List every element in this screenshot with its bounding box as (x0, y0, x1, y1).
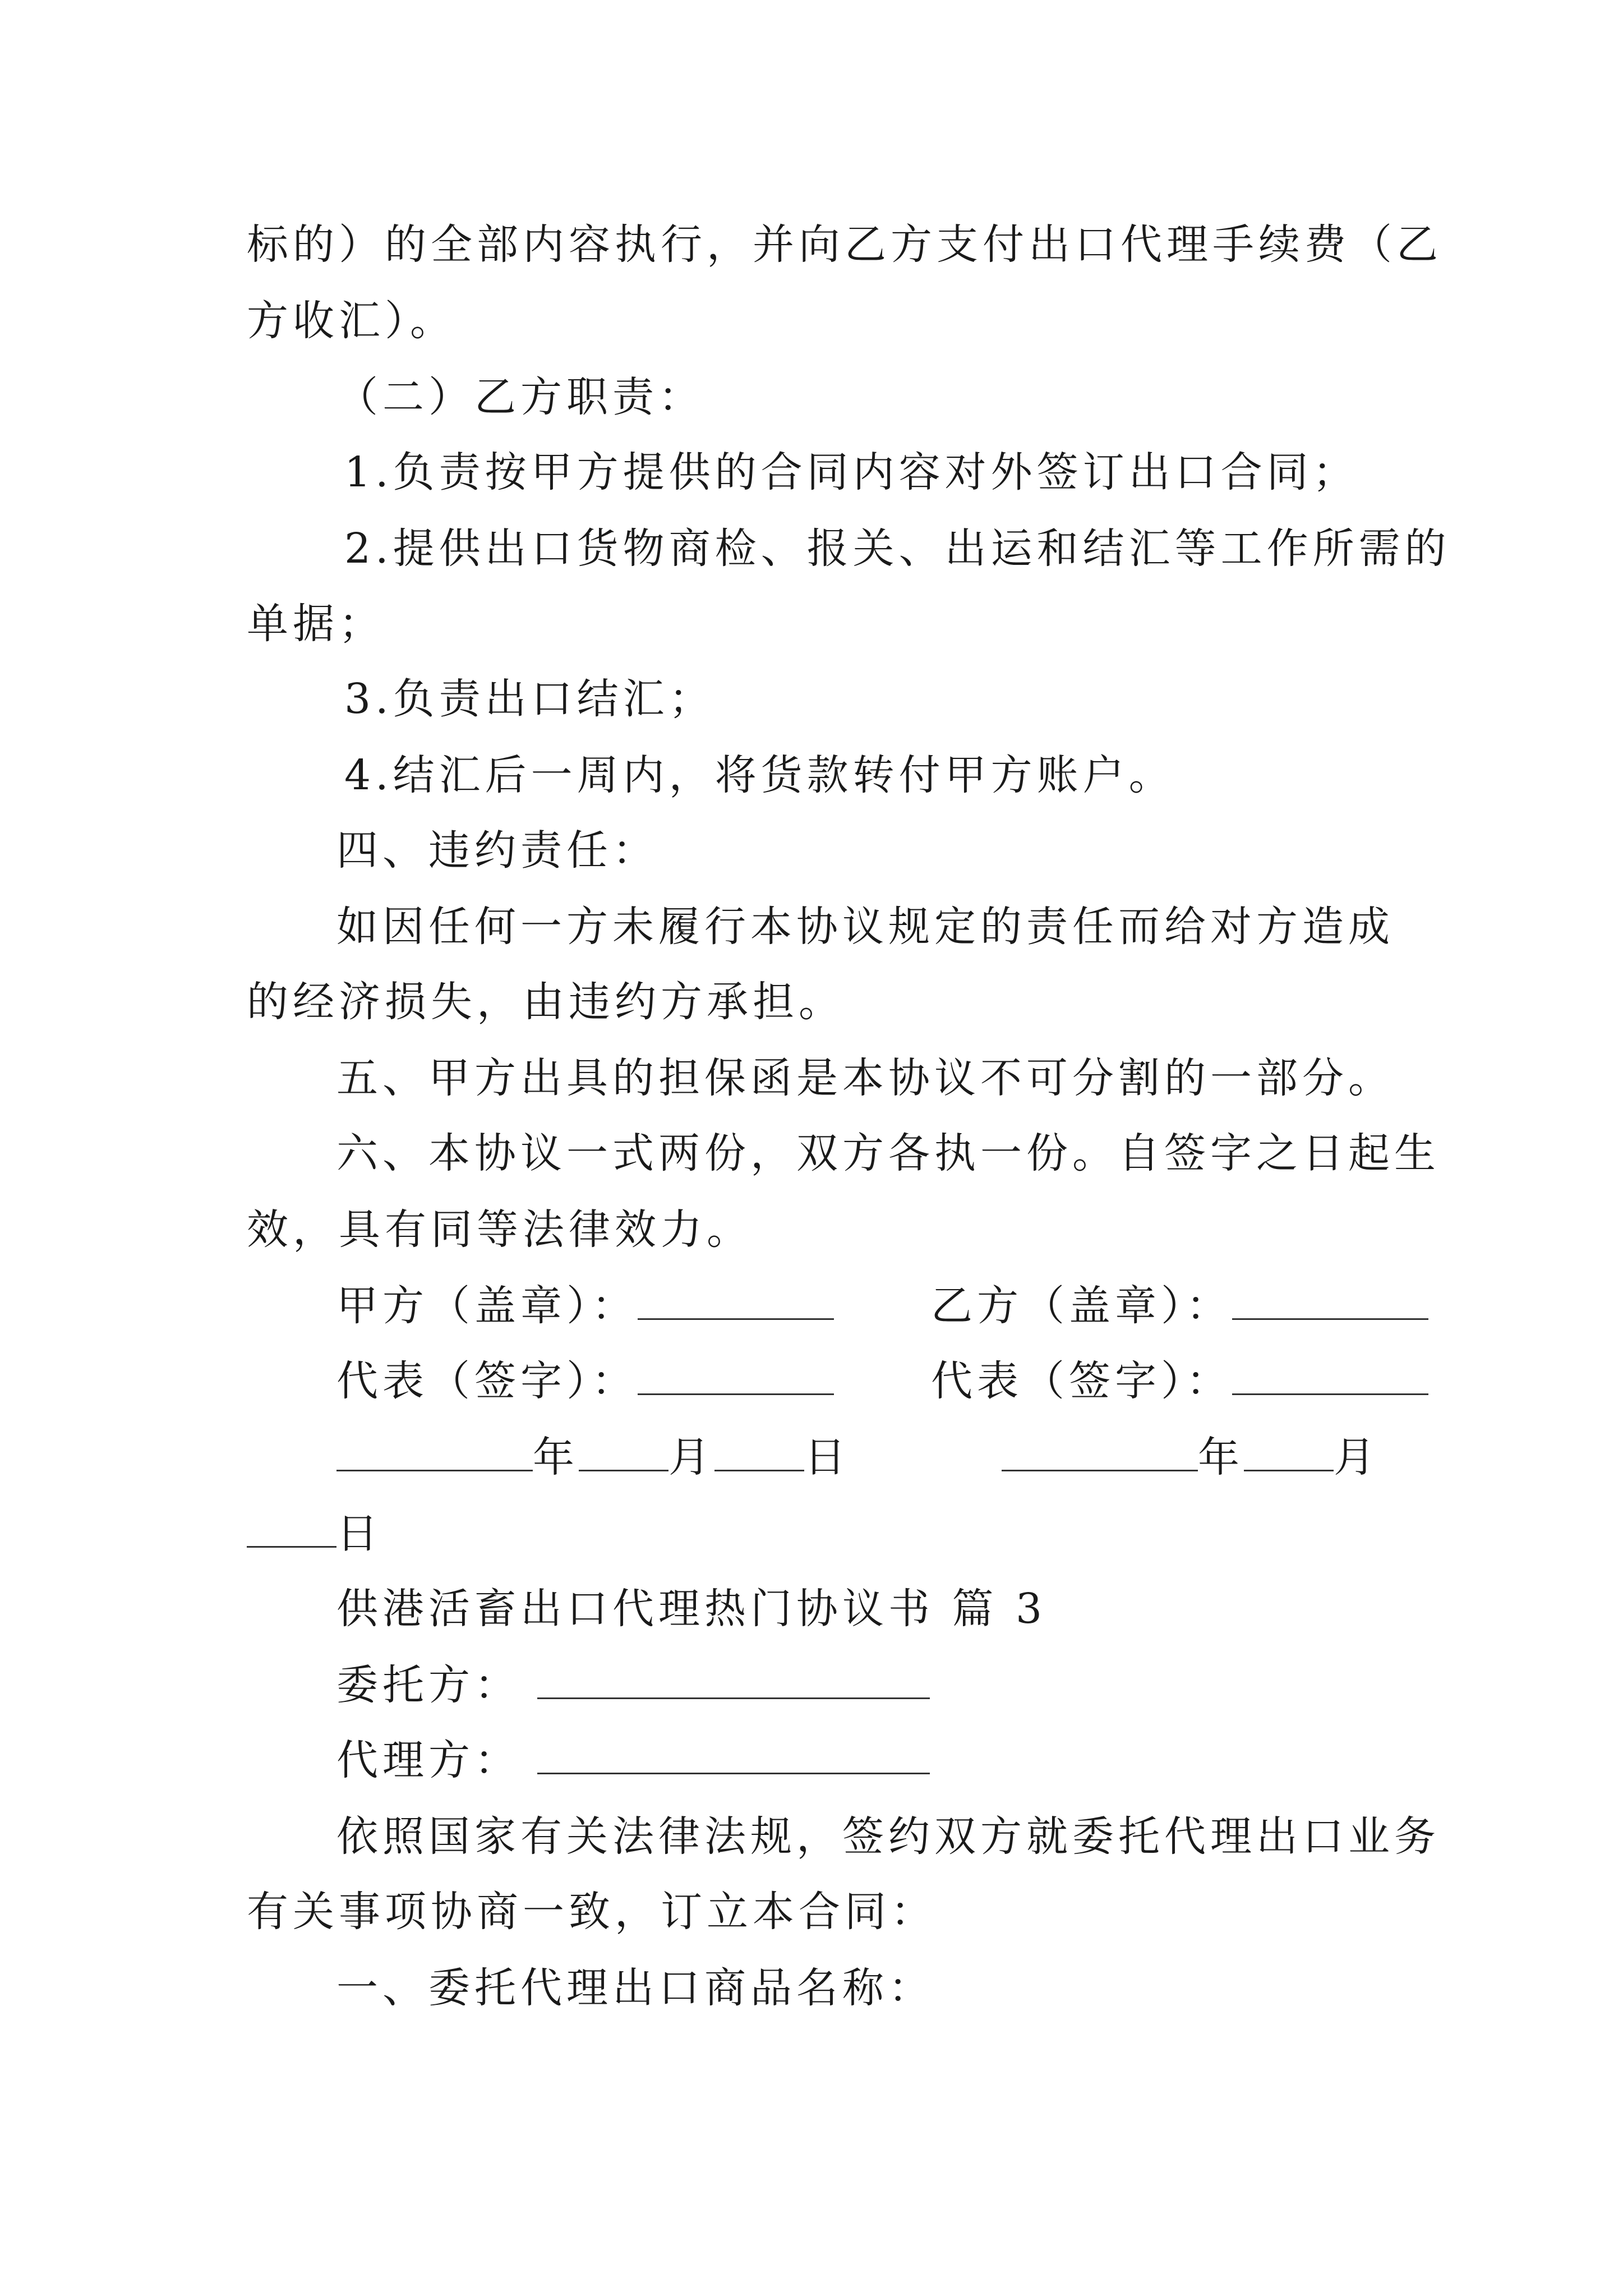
paragraph-line: 依照国家有关法律法规，签约双方就委托代理出口业务 (336, 1812, 1440, 1861)
signature-row-seal-b (931, 1278, 1428, 1334)
year-label: 年 (533, 1433, 579, 1481)
month-blank (1244, 1435, 1334, 1471)
signature-row-rep (336, 1353, 834, 1409)
party-b-seal-label: 乙方（盖章）： (931, 1282, 1232, 1330)
section-heading: 四、违约责任： (336, 826, 658, 875)
month-label: 月 (668, 1433, 714, 1481)
paragraph-line: 的经济损失，由违约方承担。 (247, 978, 845, 1026)
principal-label: 委托方： (336, 1661, 520, 1709)
list-item: 一、委托代理出口商品名称： (336, 1964, 934, 2012)
list-item: 1.负责按甲方提供的合同内容对外签订出口合同； (344, 448, 1359, 496)
agent-blank (537, 1738, 930, 1774)
signature-row-rep-b (931, 1353, 1428, 1409)
day-blank (714, 1435, 804, 1471)
date-row-b-continued (247, 1506, 382, 1562)
principal-row (336, 1657, 930, 1713)
day-label: 日 (336, 1510, 382, 1558)
paragraph-line: 有关事项协商一致，订立本合同： (247, 1888, 937, 1936)
paragraph-line: 方收汇）。 (247, 297, 456, 345)
list-item: 2.提供出口货物商检、报关、出运和结汇等工作所需的 (344, 524, 1451, 573)
month-blank (579, 1435, 668, 1471)
party-a-seal-label: 甲方（盖章）： (336, 1282, 638, 1330)
agent-label: 代理方： (336, 1736, 520, 1784)
clause: 六、本协议一式两份，双方各执一份。自签字之日起生 (336, 1129, 1440, 1177)
paragraph-line: 标的）的全部内容执行，并向乙方支付出口代理手续费（乙 (247, 220, 1442, 269)
month-label: 月 (1334, 1433, 1380, 1481)
rep-b-sign-blank (1232, 1359, 1428, 1395)
year-blank (1002, 1435, 1198, 1471)
list-item-continued: 单据； (247, 600, 385, 648)
list-item: 3.负责出口结汇； (344, 675, 715, 723)
list-item: 4.结汇后一周内，将货款转付甲方账户。 (344, 751, 1175, 799)
year-blank (336, 1435, 533, 1471)
day-label: 日 (804, 1433, 850, 1481)
clause-continued: 效，具有同等法律效力。 (247, 1205, 753, 1254)
signature-row-seal (336, 1278, 834, 1334)
year-label: 年 (1198, 1433, 1244, 1481)
paragraph-line: 如因任何一方未履行本协议规定的责任而给对方造成 (336, 903, 1394, 951)
agent-row (336, 1732, 930, 1788)
section-heading: （二）乙方职责： (336, 373, 704, 421)
rep-a-sign-label: 代表（签字）： (336, 1357, 638, 1405)
document-title: 供港活畜出口代理热门协议书 篇 3 (336, 1585, 1047, 1633)
clause: 五、甲方出具的担保函是本协议不可分割的一部分。 (336, 1054, 1394, 1102)
party-a-seal-blank (638, 1283, 834, 1320)
rep-b-sign-label: 代表（签字）： (931, 1357, 1232, 1405)
party-b-seal-blank (1232, 1283, 1428, 1320)
date-row-a (336, 1429, 850, 1485)
date-row-b (1002, 1429, 1380, 1485)
principal-blank (537, 1663, 930, 1699)
rep-a-sign-blank (638, 1359, 834, 1395)
day-blank (247, 1511, 336, 1548)
